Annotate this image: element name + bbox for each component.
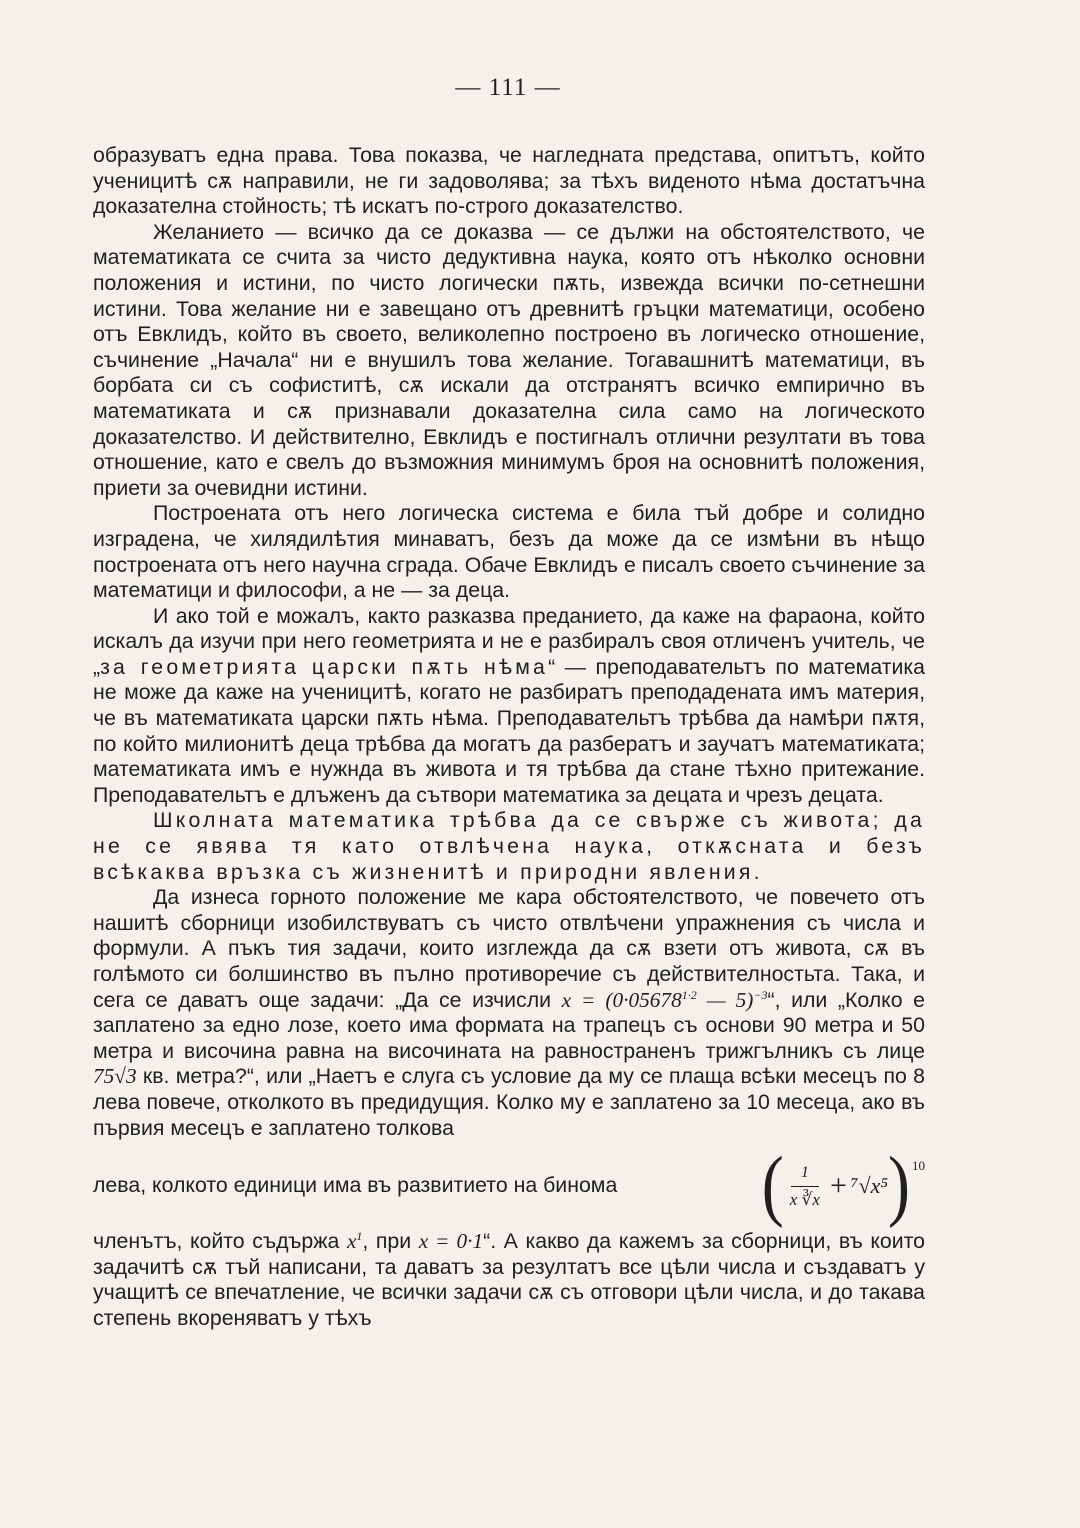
paragraph-2: Желанието — всичко да се доказва — се дължи на обстоятелството, че математиката се счита за чисто дедуктивна наука, която отъ нѣколко основни положения и истини, по чисто логически пѫть, извежда всички по-сетнешни истини. Това желание ни е завещано отъ древнитѣ гръцки математици, особено отъ Евклидъ, който въ своето, великолепно построено въ логическо отношение, съчинение „Начала“ ни е внушилъ това желание. Тогавашнитѣ математици, въ борбата си съ софиститѣ, сѫ искали да отстранятъ всичко емпирично въ математиката и сѫ признавали доказателна сила само на логическото доказателство. И действително, Евклидъ е постигналъ отлични резултати въ това отношение, като е свелъ до възможния минимумъ броя на основнитѣ положения, приети за очевидни истини. [93,219,925,500]
x-symbol: x [346,1229,357,1254]
paragraph-6-part-a: Да изнеса горното положение ме кара обстоятелството, че повечето отъ нашитѣ сборници изобилствуватъ съ чисто отвлѣчени упражнения съ числа и формули. А пъкъ тия задачи, които изглежда да сѫ взети отъ живота, сѫ въ голѣмото си болшинство въ пълно противоречие съ действителностьта. Така, и сега се даватъ още задачи: „Да се изчисли [93,885,925,1012]
paragraph-7-part-c: “. А какво да кажемъ за сборници, въ които задачитѣ сѫ тъй написани, та даватъ за резултатъ все цѣли числа и създаватъ у учащитѣ се впечатление, че всички задачи сѫ съ отговори цѣли числа, и до такава степень вкореняватъ у тѣхъ [93,1229,926,1330]
paragraph-4-part-a: И ако той е можалъ, както разказва преданието, да каже на фараона, който искалъ да изучи при него геометрията и не е разбиралъ своя отличенъ учитель, че „ [93,603,925,679]
formula-exp-1: 1·2 [681,987,697,1002]
binomial-fraction [790,1160,820,1212]
binomial-expression [761,1141,925,1230]
x-value: x = 0·1 [418,1229,484,1254]
paragraph-7 [93,1229,925,1331]
spaced-quote: за геометрията царски пѫть нѣма [100,654,549,679]
page-number: — 111 — [455,74,561,101]
paragraph-5-emphasis: Школната математика трѣбва да се свърже съ живота; да не се явява тя като отвлѣчена наука, откѫсната и безъ всѣкаква връзка съ жизненитѣ и природни явления. [93,808,925,884]
binomial-lead-text: лева, колкото единици има въ развитието на бинома [93,1173,618,1198]
seventh-root: ⁷√x⁵ [850,1173,889,1199]
right-paren: ) [888,1141,910,1230]
fraction-numerator: 1 [791,1160,819,1187]
paragraph-6-part-b: “, или „Колко е заплатено за едно лозе, което има формата на трапецъ съ основи 90 метра и 50 метра и височина равна на височината на равностраненъ трижгълникъ съ лице [93,987,925,1063]
paragraph-6-part-d: кв. метра?“, или „Наетъ е слуга съ условие да му се плаща всѣки месецъ по 8 лева повече, отколкото въ предидущия. Колко му е заплатено за 10 месеца, ако въ първия месецъ е заплатено толкова [93,1064,925,1140]
fraction-denominator: x ∛x [789,1189,820,1209]
binomial-exponent: 10 [912,1158,925,1174]
formula-x-base: x = (0·05678 [561,987,682,1012]
paragraph-6 [93,885,925,1141]
binomial-line [93,1141,925,1230]
body-text [93,143,925,1332]
paragraph-4 [93,604,925,809]
x-exponent: 1 [356,1229,363,1244]
plus-sign: + [829,1169,847,1203]
formula-x [562,988,768,1012]
paragraph-3: Построената отъ него логическа система е била тъй добре и солидно изградена, че хилядилѣтия минаватъ, безъ да може да се измѣни въ нѣщо построената отъ него научна сграда. Обаче Евклидъ е писалъ своето съчинение за математици и философи, а не — за деца. [93,501,925,603]
paragraph-7-part-a: членътъ, който съдържа [93,1229,347,1254]
paragraph-1: образуватъ една права. Това показва, че нагледната представа, опитътъ, който ученицитѣ сѫ направили, не ги задоволява; за тѣхъ виденото нѣма достатъчна доказателна стойность; тѣ искатъ по-строго доказателство. [93,143,925,219]
paragraph-7-part-b: , при [362,1229,419,1254]
formula-x-tail: — 5) [696,987,754,1012]
x-term [347,1229,362,1253]
paragraph-4-part-c: “ — преподавательтъ по математика не може да каже на ученицитѣ, когато не разбиратъ преподадената имъ материя, че въ математиката царски пѫть нѣма. Преподавательтъ трѣбва да намѣри пѫтя, по който милионитѣ деца трѣбва да могатъ да разбератъ и заучатъ математиката; математиката имъ е нужнда въ живота и тя трѣбва да стане тѣхно притежание. Преподавательтъ е длъженъ да сътвори математика за децата и чрезъ децата. [93,654,925,807]
formula-exp-2: −3 [753,987,768,1002]
left-paren: ( [761,1141,784,1230]
area-value: 75√3 [93,1064,137,1089]
